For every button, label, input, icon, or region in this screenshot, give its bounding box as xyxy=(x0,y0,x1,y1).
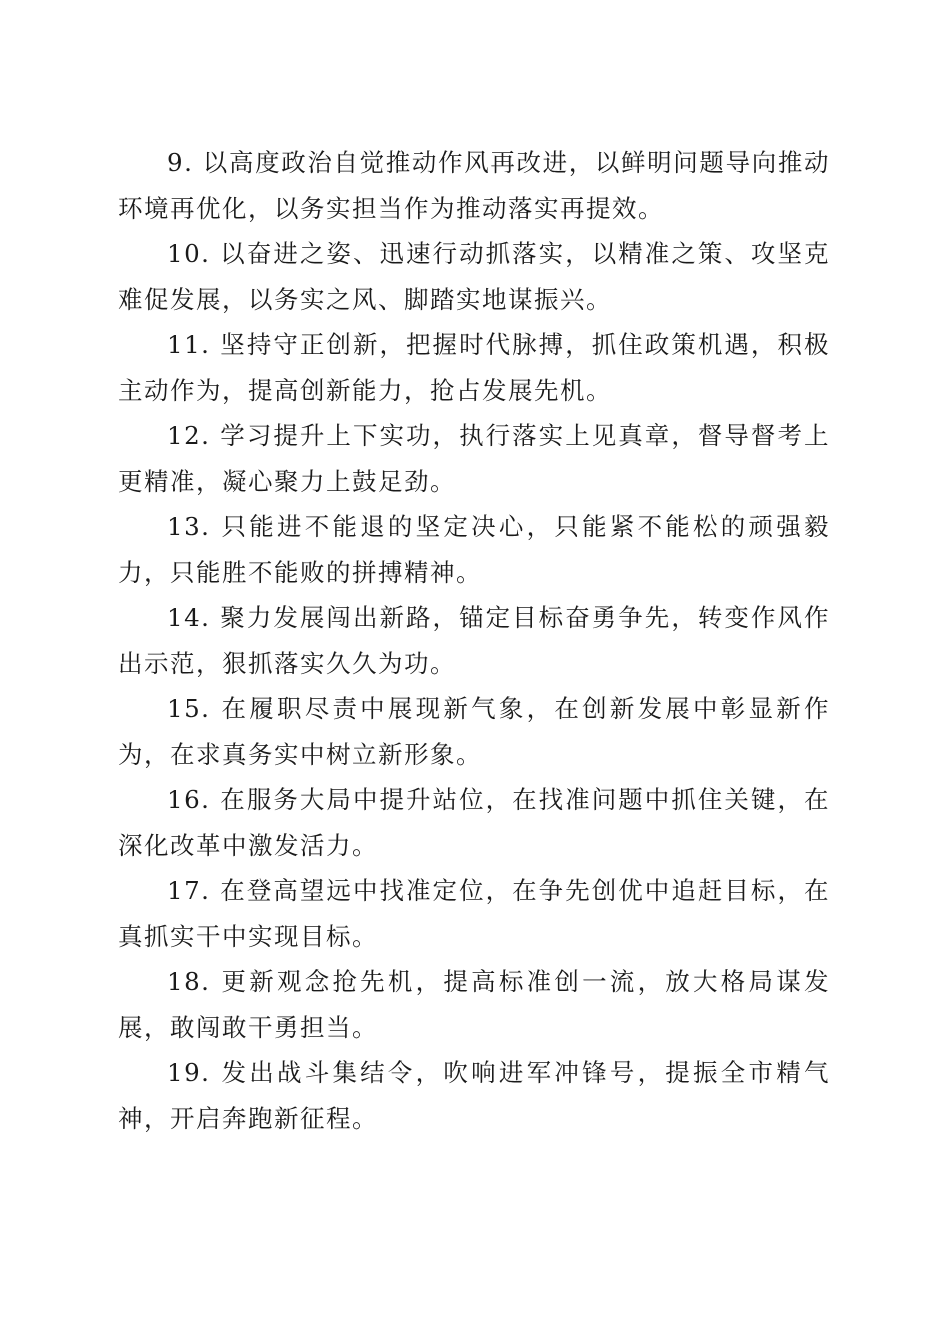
list-item-14: 14. 聚力发展闯出新路，锚定目标奋勇争先，转变作风作出示范，狠抓落实久久为功。 xyxy=(118,603,830,678)
list-item-12: 12. 学习提升上下实功，执行落实上见真章，督导督考上更精准，凝心聚力上鼓足劲。 xyxy=(118,421,830,496)
document-body xyxy=(118,140,830,1141)
list-item-18: 18. 更新观念抢先机，提高标准创一流，放大格局谋发展，敢闯敢干勇担当。 xyxy=(118,967,830,1042)
list-item-13: 13. 只能进不能退的坚定决心，只能紧不能松的顽强毅力，只能胜不能败的拼搏精神。 xyxy=(118,512,830,587)
list-item-15: 15. 在履职尽责中展现新气象，在创新发展中彰显新作为，在求真务实中树立新形象。 xyxy=(118,694,830,769)
list-item-9: 9. 以高度政治自觉推动作风再改进，以鲜明问题导向推动环境再优化，以务实担当作为推动落实再提效。 xyxy=(118,148,830,223)
list-item-17: 17. 在登高望远中找准定位，在争先创优中追赶目标，在真抓实干中实现目标。 xyxy=(118,876,830,951)
list-item-16: 16. 在服务大局中提升站位，在找准问题中抓住关键，在深化改革中激发活力。 xyxy=(118,785,830,860)
list-item-19: 19. 发出战斗集结令，吹响进军冲锋号，提振全市精气神，开启奔跑新征程。 xyxy=(118,1058,830,1133)
list-item-10: 10. 以奋进之姿、迅速行动抓落实，以精准之策、攻坚克难促发展，以务实之风、脚踏实地谋振兴。 xyxy=(118,239,830,314)
list-item-11: 11. 坚持守正创新，把握时代脉搏，抓住政策机遇，积极主动作为，提高创新能力，抢占发展先机。 xyxy=(118,330,830,405)
